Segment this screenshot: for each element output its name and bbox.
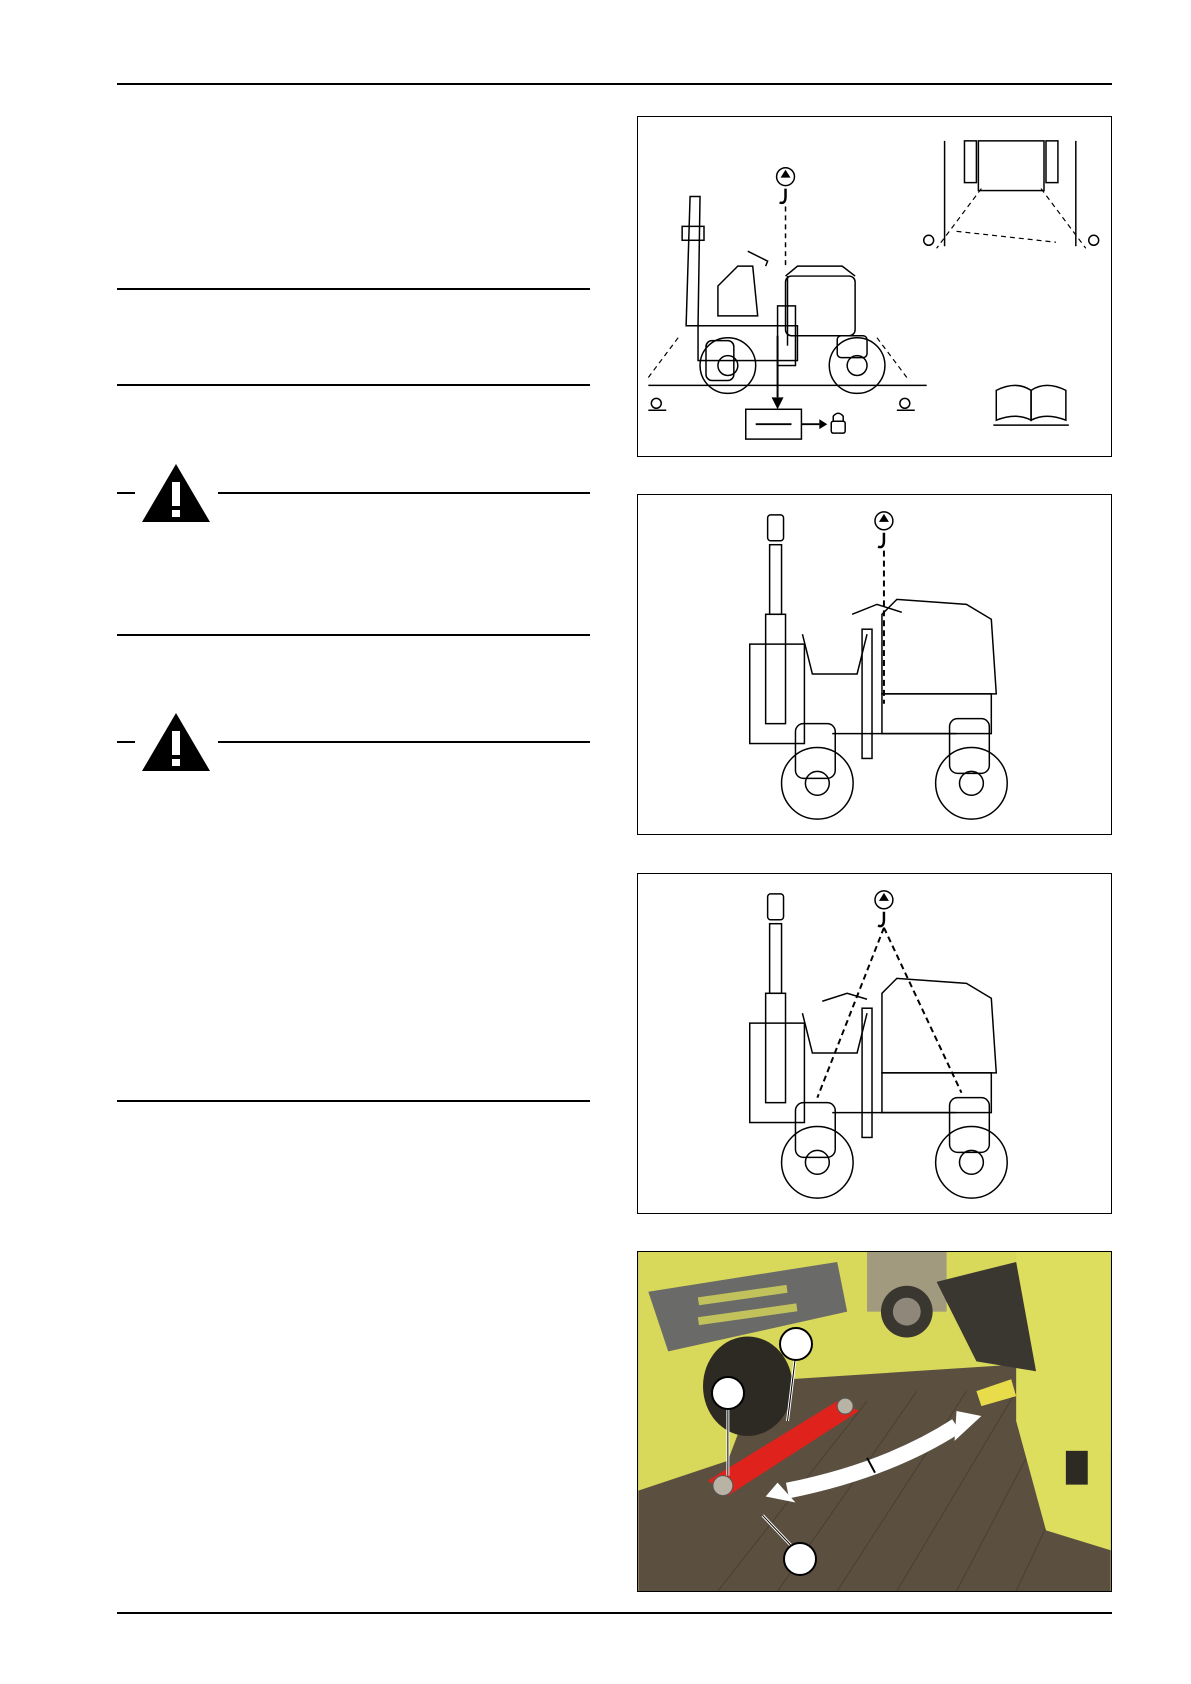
header-rule [117, 83, 1112, 85]
photo-callout-2 [779, 1327, 813, 1361]
photo-callout-3 [783, 1542, 817, 1576]
tie-down-point-icon [924, 235, 934, 245]
manual-book-icon [993, 385, 1069, 425]
section-rule [117, 288, 590, 290]
footer-rule [117, 1612, 1112, 1614]
warning-rule [117, 741, 135, 743]
warning-triangle-icon [140, 462, 212, 524]
lifting-diagram-overview [637, 116, 1112, 457]
roller-side-and-top-view-illustration [638, 117, 1111, 456]
tie-down-point-icon [1089, 235, 1099, 245]
articulation-lock-icon [831, 413, 845, 433]
lifting-diagram-two-chain [637, 873, 1112, 1214]
section-rule [117, 634, 590, 636]
roller-two-point-lift-illustration [638, 874, 1111, 1213]
lifting-diagram-single-hook [637, 494, 1112, 835]
articulation-lock-photo-illustration [638, 1252, 1111, 1591]
warning-rule [218, 741, 590, 743]
tie-down-point-icon [897, 398, 915, 410]
articulation-lock-photo [637, 1251, 1112, 1592]
warning-rule [117, 492, 135, 494]
crane-hook-icon [875, 512, 893, 547]
photo-callout-1 [711, 1376, 745, 1410]
tie-down-point-icon [648, 398, 666, 410]
warning-rule [218, 492, 590, 494]
roller-single-point-lift-illustration [638, 495, 1111, 834]
crane-hook-icon [777, 168, 795, 203]
warning-triangle-icon [140, 711, 212, 773]
section-rule [117, 384, 590, 386]
section-rule [117, 1100, 590, 1102]
crane-hook-icon [875, 891, 893, 926]
